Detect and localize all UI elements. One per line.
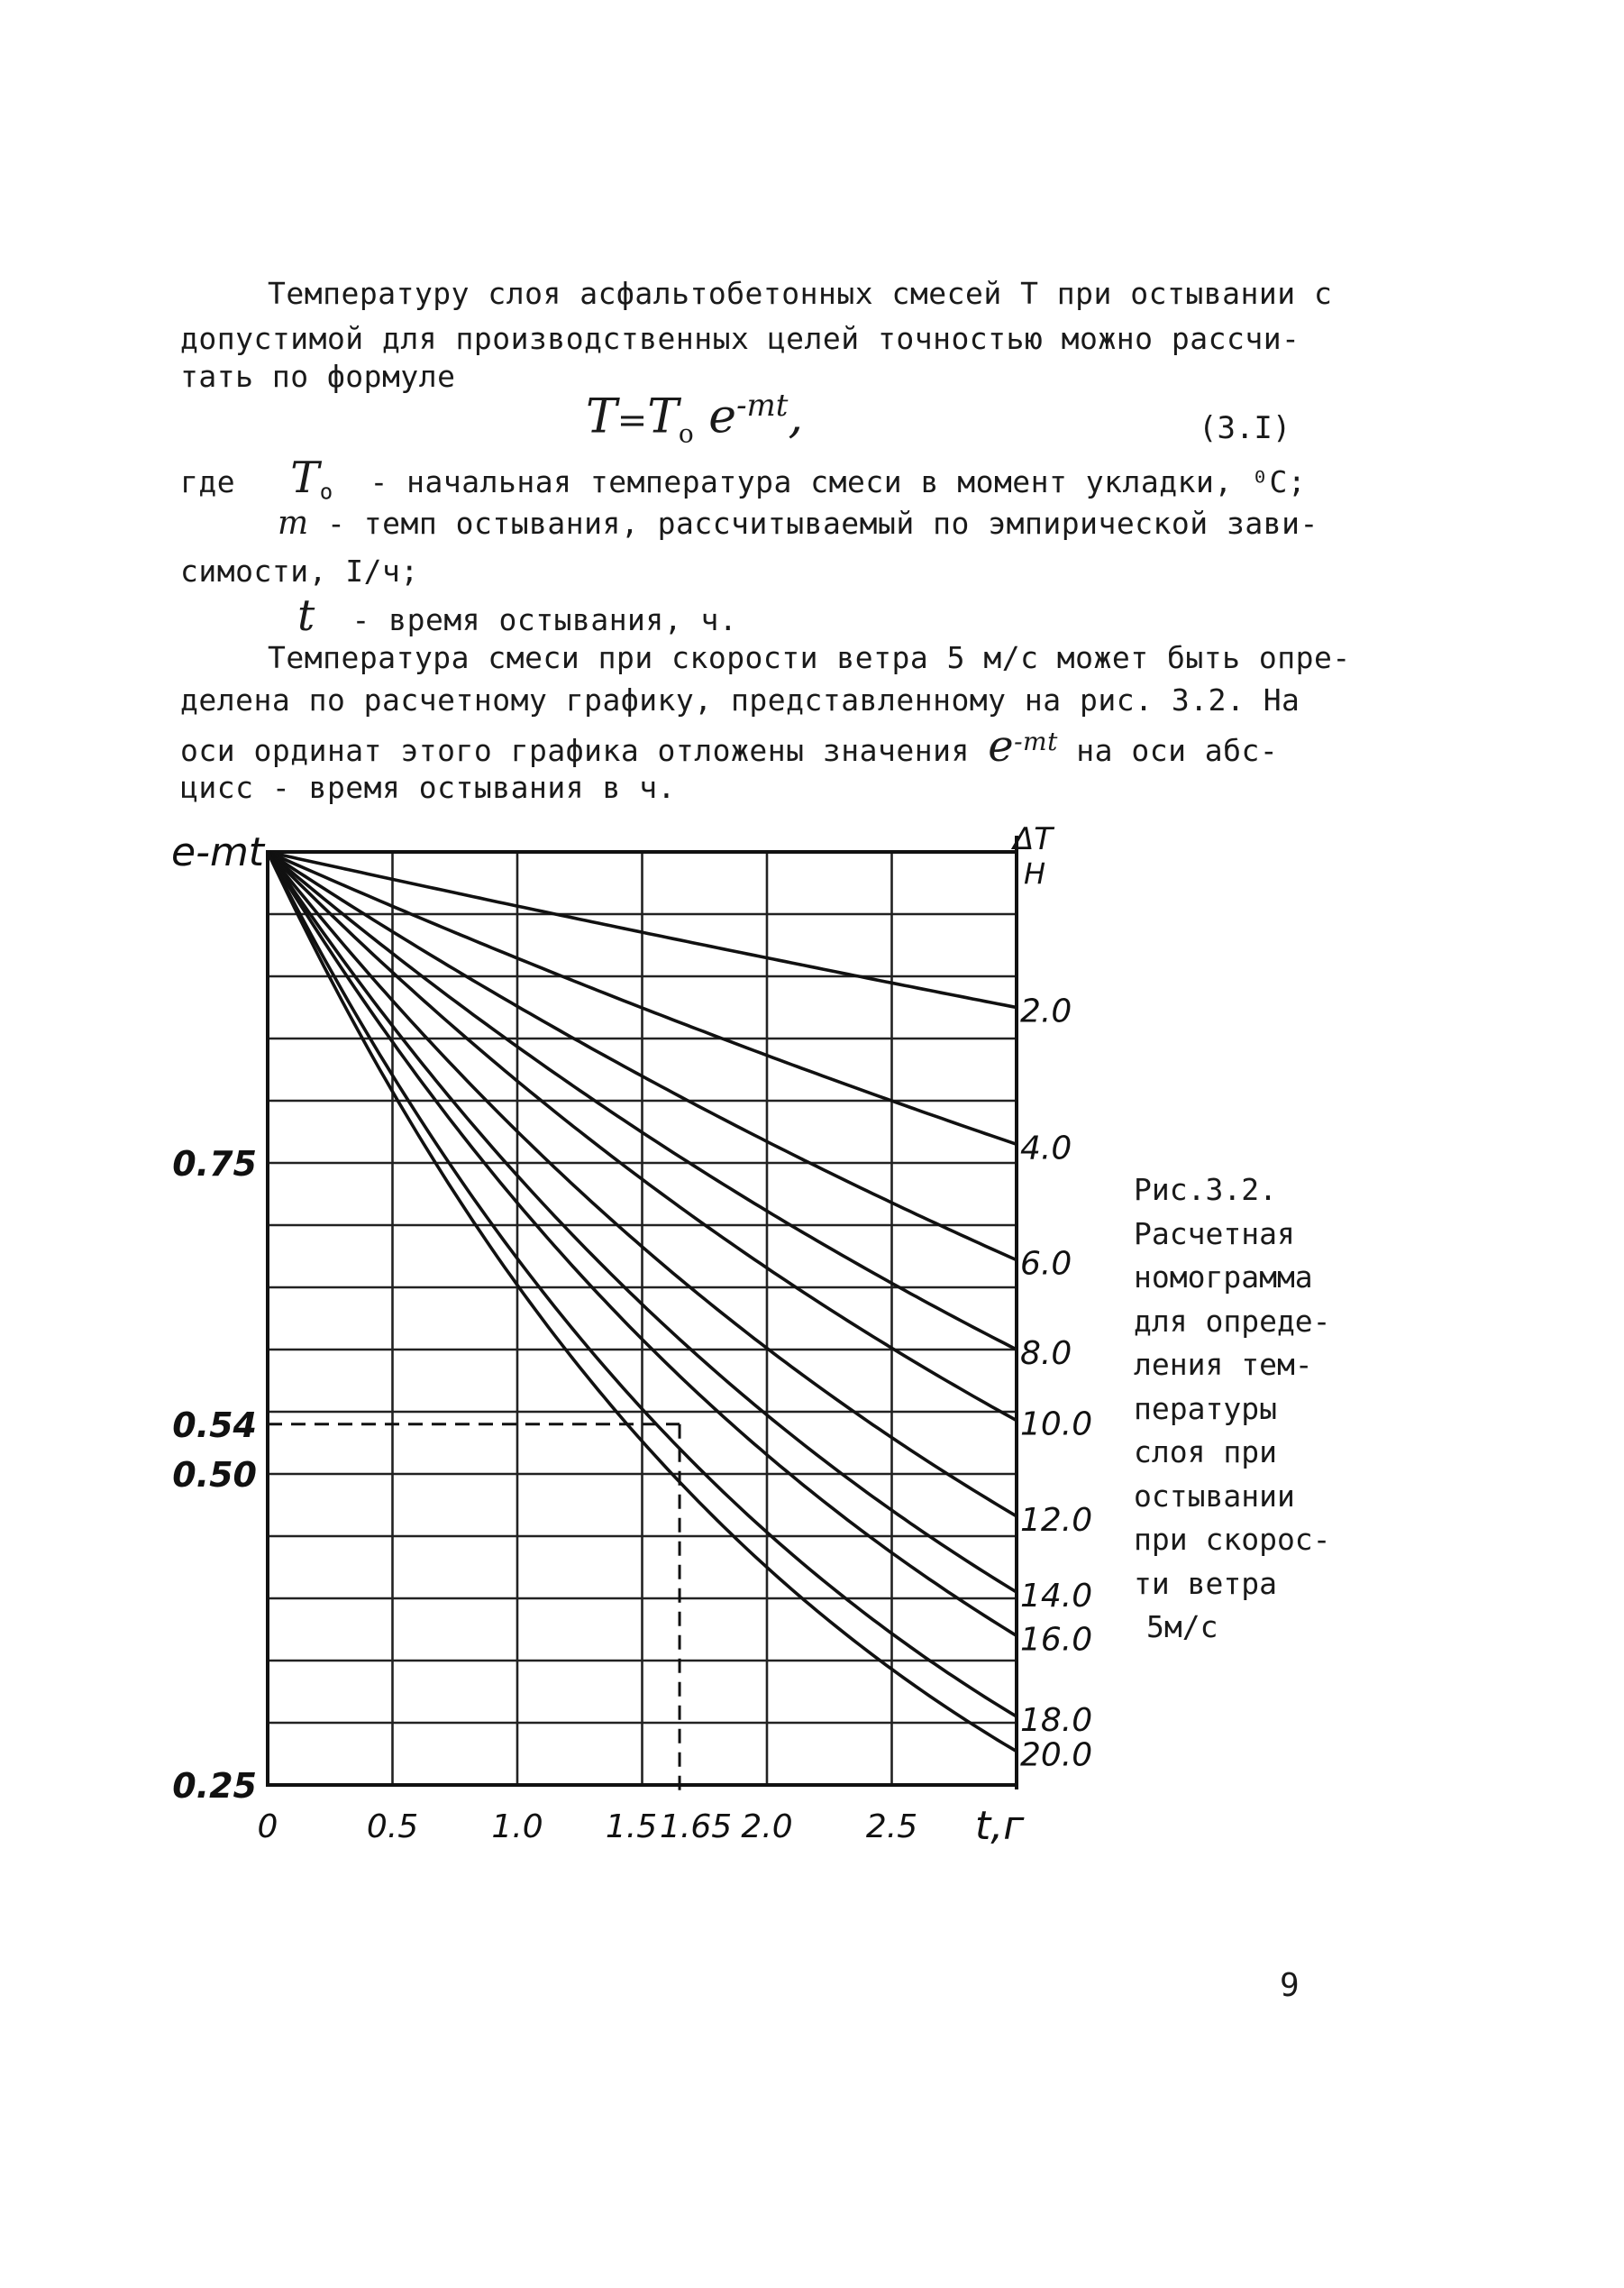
x-tick-label: 2.5 <box>865 1808 918 1845</box>
chart-annotation <box>268 1424 680 1792</box>
def-t0-symbol: T <box>290 453 320 503</box>
def-m-symbol: m <box>278 505 309 542</box>
def-m-text: - темп остывания, рассчитываемый по эмпирической зави- <box>327 506 1318 541</box>
caption-line: номограмма <box>1134 1259 1313 1295</box>
caption-line: для опреде- <box>1134 1303 1331 1339</box>
y-tick-label: 0.54 <box>172 1405 257 1445</box>
caption-line: остывании <box>1134 1478 1295 1514</box>
y-tick-label: 0.25 <box>172 1766 257 1806</box>
formula-exponent: -mt <box>736 388 789 424</box>
paragraph2-line4: цисс - время остывания в ч. <box>180 770 676 805</box>
curve-label-10.0: 10.0 <box>1020 1405 1093 1443</box>
curve-label-2.0: 2.0 <box>1020 993 1072 1030</box>
formula-t0: T <box>647 389 679 444</box>
curve-label-12.0: 12.0 <box>1020 1501 1093 1539</box>
def-m-line2: симости, I/ч; <box>180 554 419 589</box>
caption-line: при скорос- <box>1134 1522 1331 1557</box>
right-axis-title-top: ΔT <box>1013 821 1054 857</box>
curve-label-18.0: 18.0 <box>1020 1702 1093 1740</box>
paragraph2-line2: делена по расчетному графику, представленному на рис. 3.2. На <box>180 682 1300 718</box>
y-tick-label: 0.50 <box>172 1455 257 1495</box>
curve-label-20.0: 20.0 <box>1020 1736 1093 1774</box>
x-tick-label: 1.5 <box>605 1808 658 1845</box>
caption-line: ления тем- <box>1134 1347 1313 1382</box>
y-axis-title: e-mt <box>171 829 265 875</box>
formula-lhs: T <box>586 389 617 444</box>
paragraph1-line2: допустимой для производственных целей точностью можно рассчи- <box>180 321 1300 356</box>
paragraph2-line3-post: на оси абс- <box>1076 733 1279 768</box>
def-t0-text: - начальная температура смеси в момент укладки, <box>370 464 1233 499</box>
def-t0-sub: o <box>319 479 333 505</box>
right-axis-title-bottom: H <box>1024 856 1046 891</box>
caption-line: пературы <box>1134 1390 1277 1426</box>
x-tick-label: 1.0 <box>491 1808 543 1845</box>
curve-label-8.0: 8.0 <box>1020 1335 1072 1372</box>
x-tick-label: 0 <box>257 1808 278 1845</box>
def-t-symbol: t <box>297 590 315 641</box>
caption-line: Рис.3.2. <box>1134 1172 1277 1207</box>
curve-label-14.0: 14.0 <box>1020 1578 1093 1615</box>
curve-label-4.0: 4.0 <box>1020 1130 1072 1167</box>
caption-line: ти ветра <box>1134 1565 1277 1601</box>
formula-eq: = <box>616 399 648 442</box>
page-number: 9 <box>1280 1967 1300 2004</box>
paragraph2-line1: Температура смеси при скорости ветра 5 м/с может быть опре- <box>268 640 1351 675</box>
formula-t0-sub: o <box>678 418 694 449</box>
def-t0-unit: ⁰C; <box>1251 464 1307 499</box>
curve-label-16.0: 16.0 <box>1020 1621 1093 1659</box>
paragraph1-line1: Температуру слоя асфальтобетонных смесей T при остывании с <box>268 276 1333 311</box>
formula-base: e <box>708 389 737 444</box>
equation-number: (3.I) <box>1199 410 1291 446</box>
x-tick-label: 0.5 <box>366 1808 419 1845</box>
paragraph2-line3-symbol: e <box>988 721 1015 772</box>
def-t-text: - время остывания, ч. <box>351 602 738 637</box>
paragraph1-line3: тать по формуле <box>180 359 456 394</box>
y-tick-label: 0.75 <box>172 1144 257 1184</box>
curve-label-6.0: 6.0 <box>1020 1245 1072 1283</box>
formula-comma: , <box>788 389 803 444</box>
caption-line: слоя при <box>1134 1434 1277 1469</box>
figure-caption <box>1134 1168 1331 1650</box>
caption-line: 5м/с <box>1146 1609 1218 1644</box>
paragraph2-line3-sup: -mt <box>1014 727 1058 756</box>
paragraph2-line3-pre: оси ординат этого графика отложены значения <box>180 733 970 768</box>
chart-grid <box>268 836 1017 1789</box>
def-where: где <box>180 464 236 499</box>
x-axis-title: t,г <box>975 1803 1025 1849</box>
x-tick-label: 1.65 <box>659 1808 733 1845</box>
x-tick-label: 2.0 <box>741 1808 793 1845</box>
caption-line: Расчетная <box>1134 1215 1295 1251</box>
